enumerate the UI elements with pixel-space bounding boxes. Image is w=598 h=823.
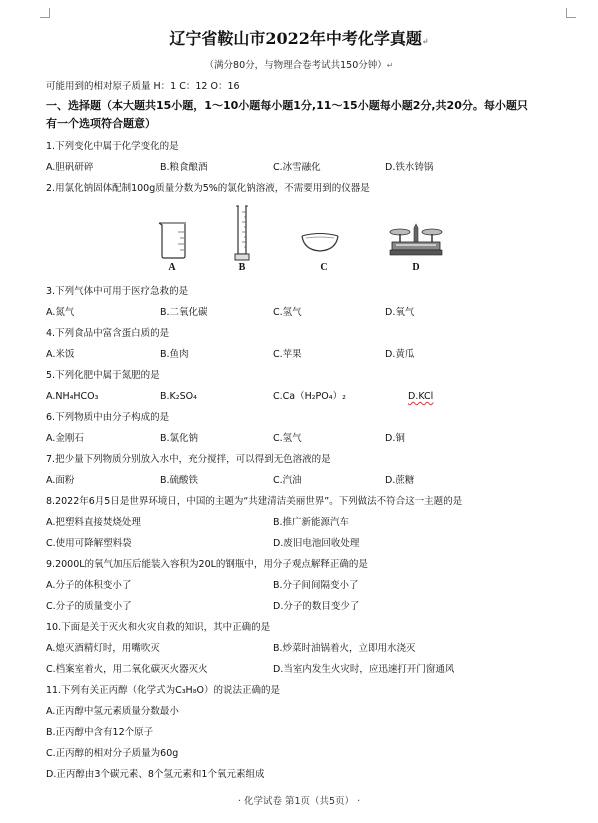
question-7-option-a: A.面粉 [46,475,75,486]
evaporating-dish-icon [300,232,340,254]
page-footer: · 化学试卷 第1页（共5页） · [237,796,361,807]
question-11-stem: 11.下列有关正丙醇（化学式为C₃H₈O）的说法正确的是 [46,685,280,696]
apparatus-c-label: C [320,262,328,273]
question-10-option-a: A.熄灭酒精灯时，用嘴吹灭 [46,643,160,654]
question-9-option-d: D.分子的数目变少了 [273,601,360,612]
question-10-option-d: D.当室内发生火灾时，应迅速打开门窗通风 [273,664,455,675]
question-8-option-a: A.把塑料直接焚烧处理 [46,517,141,528]
question-4-option-d: D.黄瓜 [385,349,415,360]
question-9-stem: 9.2000L的氧气加压后能装入容积为20L的钢瓶中，用分子观点解释正确的是 [46,559,368,570]
question-3-option-d: D.氧气 [385,307,415,318]
question-5-option-c: C.Ca（H₂PO₄）₂ [273,391,346,402]
question-11-option-b: B.正丙醇中含有12个原子 [46,727,154,738]
question-6-option-c: C.氢气 [273,433,302,444]
question-6-option-d: D.铜 [385,433,405,444]
question-4-option-a: A.米饭 [46,349,75,360]
question-6-option-b: B.氯化钠 [160,433,199,444]
page-subtitle: （满分80分，与物理合卷考试共150分钟）↵ [204,60,394,71]
beaker-icon [156,220,190,260]
question-1-stem: 1.下列变化中属于化学变化的是 [46,141,179,152]
question-7-option-d: D.蔗糖 [385,475,415,486]
question-4-option-b: B.鱼肉 [160,349,189,360]
question-5-option-a: A.NH₄HCO₃ [46,391,99,402]
question-5-option-d: D.KCl [408,391,434,402]
question-10-option-b: B.炒菜时油锅着火，立即用水浇灭 [273,643,416,654]
section-heading-line-2: 有一个选项符合题意） [46,117,156,130]
atomic-masses: 可能用到的相对原子质量 H：1 C：12 O：16 [46,81,240,92]
question-10-stem: 10.下面是关于灭火和火灾自救的知识，其中正确的是 [46,622,271,633]
question-1-option-d: D.铁水铸锅 [385,162,434,173]
question-8-option-b: B.推广新能源汽车 [273,517,350,528]
question-1-option-b: B.粮食酿酒 [160,162,208,173]
question-3-option-a: A.氮气 [46,307,75,318]
apparatus-b-label: B [238,262,246,273]
question-2-stem: 2.用氯化钠固体配制100g质量分数为5%的氯化钠溶液，不需要用到的仪器是 [46,183,370,194]
graduated-cylinder-icon [233,204,251,262]
question-9-option-a: A.分子的体积变小了 [46,580,132,591]
question-9-option-b: B.分子间间隔变小了 [273,580,359,591]
question-4-option-c: C.苹果 [273,349,302,360]
question-8-option-c: C.使用可降解塑料袋 [46,538,132,549]
question-6-stem: 6.下列物质中由分子构成的是 [46,412,170,423]
balance-scale-icon [388,222,444,260]
question-1-option-c: C.冰雪融化 [273,162,321,173]
question-5-option-b: B.K₂SO₄ [160,391,197,402]
question-9-option-c: C.分子的质量变小了 [46,601,132,612]
question-8-option-d: D.废旧电池回收处理 [273,538,360,549]
question-3-option-b: B.二氧化碳 [160,307,208,318]
question-5-stem: 5.下列化肥中属于氮肥的是 [46,370,160,381]
question-4-stem: 4.下列食品中富含蛋白质的是 [46,328,170,339]
apparatus-a-label: A [168,262,176,273]
question-1-option-a: A.胆矾研碎 [46,162,94,173]
question-10-option-c: C.档案室着火，用二氧化碳灭火器灭火 [46,664,208,675]
page-title: 辽宁省鞍山市2022年中考化学真题↵ [169,29,429,48]
question-7-option-b: B.硫酸铁 [160,475,199,486]
question-8-stem: 8.2022年6月5日是世界环境日，中国的主题为“共建清洁美丽世界”。下列做法不符合这一主题的是 [46,496,463,507]
apparatus-d-label: D [412,262,420,273]
question-3-stem: 3.下列气体中可用于医疗急救的是 [46,286,189,297]
section-heading-line-1: 一、选择题（本大题共15小题，1～10小题每小题1分,11～15小题每小题2分,共20分。每小题只 [46,99,528,112]
crop-mark-top-left [40,8,50,18]
question-7-option-c: C.汽油 [273,475,302,486]
question-11-option-a: A.正丙醇中氢元素质量分数最小 [46,706,179,717]
question-7-stem: 7.把少量下列物质分别放入水中，充分搅拌，可以得到无色溶液的是 [46,454,331,465]
question-6-option-a: A.金刚石 [46,433,84,444]
question-3-option-c: C.氢气 [273,307,302,318]
question-11-option-c: C.正丙醇的相对分子质量为60g [46,748,179,759]
crop-mark-top-right [566,8,576,18]
question-11-option-d: D.正丙醇由3个碳元素、8个氢元素和1个氧元素组成 [46,769,265,780]
